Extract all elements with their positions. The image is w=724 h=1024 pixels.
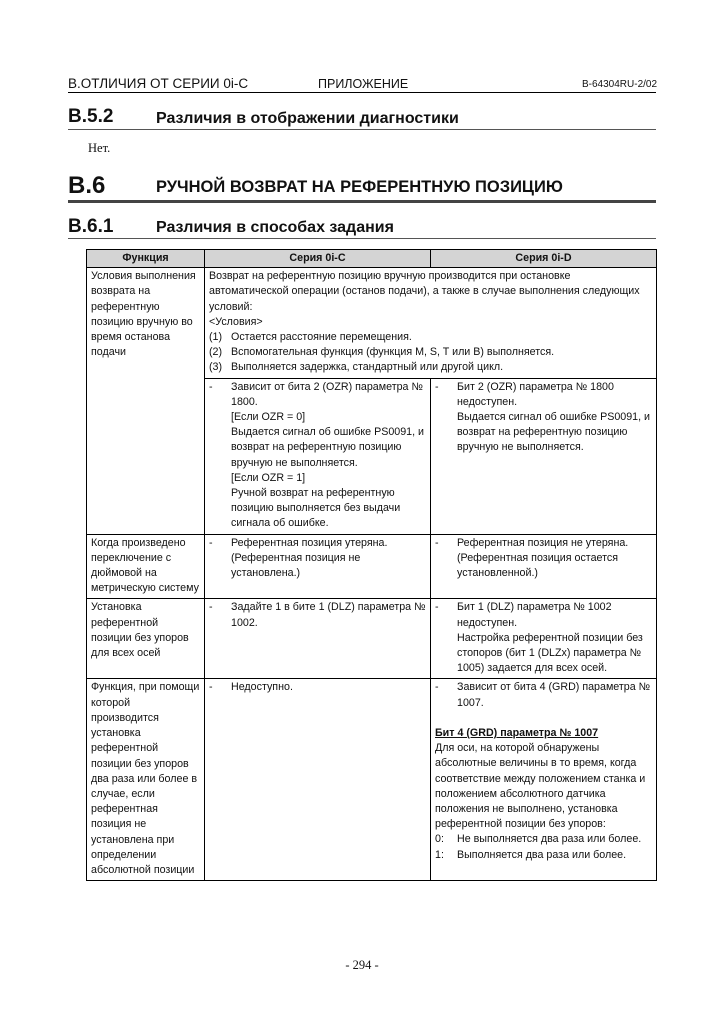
header-function: Функция bbox=[87, 250, 205, 268]
cell-text: Референтная позиция утеряна. bbox=[231, 536, 388, 549]
table-row bbox=[87, 599, 657, 679]
list-dash: - bbox=[209, 601, 213, 614]
cell-text: Референтная позиция не утеряна. bbox=[457, 536, 629, 549]
function-cell: Условия выполнения возврата на референтную позицию вручную во время останова подачи bbox=[87, 268, 205, 534]
section-title: Различия в способах задания bbox=[156, 219, 394, 236]
section-b61-heading bbox=[68, 214, 656, 240]
list-dash: - bbox=[435, 601, 439, 614]
section-title: РУЧНОЙ ВОЗВРАТ НА РЕФЕРЕНТНУЮ ПОЗИЦИЮ bbox=[156, 178, 563, 196]
header-series-d: Серия 0i-D bbox=[431, 250, 657, 268]
cell-text: Бит 2 (OZR) параметра № 1800 недоступен. bbox=[457, 380, 614, 408]
section-divider bbox=[68, 129, 656, 130]
cell-text: Настройка референтной позиции без стопоров (бит 1 (DLZx) параметра № 1005) задается для всех осей. bbox=[457, 631, 643, 675]
running-header-appendix: ПРИЛОЖЕНИЕ bbox=[318, 77, 409, 91]
conditions-intro: Возврат на референтную позицию вручную производится при остановке автоматической операции (останов подачи), а также в случае выполнения следующих условий: bbox=[209, 270, 640, 313]
cell-text: [Если OZR = 0] bbox=[231, 411, 306, 424]
cell-text: (Референтная позиция не установлена.) bbox=[231, 551, 361, 580]
page-number: - 294 - bbox=[345, 958, 379, 972]
table-row bbox=[87, 679, 657, 881]
header-series-c: Серия 0i-C bbox=[205, 250, 431, 268]
cell-text: [Если OZR = 1] bbox=[231, 471, 306, 484]
cell-text: Выдается сигнал об ошибке PS0091, и возврат на референтную позицию вручную не выполняется. bbox=[457, 411, 651, 454]
series-c-cell bbox=[205, 679, 431, 881]
section-b6-heading bbox=[68, 172, 656, 202]
table-header-row bbox=[87, 250, 657, 268]
list-dash: - bbox=[435, 536, 439, 549]
cell-text: (Референтная позиция остается установленной.) bbox=[457, 551, 619, 580]
cell-text: Недоступно. bbox=[231, 681, 293, 694]
table-row bbox=[87, 534, 657, 599]
condition-item: (1) Остается расстояние перемещения. bbox=[209, 331, 412, 344]
list-dash: - bbox=[435, 380, 439, 393]
table-row bbox=[87, 268, 657, 378]
section-divider bbox=[68, 238, 656, 239]
cell-text: Ручной возврат на референтную позицию выполняется без выдачи сигнала об ошибке. bbox=[231, 487, 401, 530]
series-d-cell bbox=[431, 679, 657, 881]
cell-text: Зависит от бита 2 (OZR) параметра № 1800. bbox=[231, 380, 423, 408]
section-number: B.5.2 bbox=[68, 106, 114, 127]
series-d-cell bbox=[431, 599, 657, 679]
common-conditions-cell bbox=[205, 268, 657, 378]
comparison-table bbox=[86, 249, 657, 881]
series-c-cell bbox=[205, 599, 431, 679]
condition-item: (3) Выполняется задержка, стандартный или другой цикл. bbox=[209, 361, 504, 374]
document-code: B-64304RU-2/02 bbox=[582, 79, 658, 90]
series-d-cell bbox=[431, 534, 657, 599]
function-cell: Установка референтной позиции без упоров для всех осей bbox=[87, 599, 205, 679]
section-b52-body: Нет. bbox=[88, 141, 111, 155]
section-b52-heading bbox=[68, 105, 656, 129]
section-title: Различия в отображении диагностики bbox=[156, 110, 459, 127]
series-c-cell bbox=[205, 534, 431, 599]
function-cell: Функция, при помощи которой производится установка референтной позиции без упоров два раза или более в случае, если референтная позиция не установлена при определении абсолютной позиции bbox=[87, 679, 205, 881]
parameter-subheading: Бит 4 (GRD) параметра № 1007 bbox=[435, 726, 599, 739]
header-divider bbox=[68, 92, 656, 93]
parameter-description: Для оси, на которой обнаружены абсолютные величины в то время, когда соответствие между положением станка и положением абсолютного датчика положения не выполнено, установка референтной позиции без упоров: bbox=[435, 742, 646, 831]
list-dash: - bbox=[209, 681, 213, 694]
function-cell: Когда произведено переключение с дюймовой на метрическую систему bbox=[87, 534, 205, 599]
chapter-divider bbox=[68, 200, 656, 203]
series-c-cell bbox=[205, 378, 431, 534]
option-item: 0: Не выполняется два раза или более. bbox=[435, 833, 642, 846]
section-number: B.6 bbox=[68, 172, 106, 199]
cell-text: Зависит от бита 4 (GRD) параметра № 1007. bbox=[457, 681, 651, 709]
list-dash: - bbox=[435, 681, 439, 694]
option-item: 1: Выполняется два раза или более. bbox=[435, 848, 627, 861]
section-number: B.6.1 bbox=[68, 216, 114, 237]
cell-text: Задайте 1 в бите 1 (DLZ) параметра № 1002. bbox=[231, 601, 426, 629]
running-header-chapter: B.ОТЛИЧИЯ ОТ СЕРИИ 0i-C bbox=[68, 76, 249, 91]
condition-item: (2) Вспомогательная функция (функция M, S, T или B) выполняется. bbox=[209, 346, 555, 359]
cell-text: Бит 1 (DLZ) параметра № 1002 недоступен. bbox=[457, 601, 612, 629]
cell-text: Выдается сигнал об ошибке PS0091, и возврат на референтную позицию вручную не выполняется. bbox=[231, 426, 425, 469]
list-dash: - bbox=[209, 380, 213, 393]
conditions-title: <Условия> bbox=[209, 315, 263, 328]
list-dash: - bbox=[209, 536, 213, 549]
series-d-cell bbox=[431, 378, 657, 534]
